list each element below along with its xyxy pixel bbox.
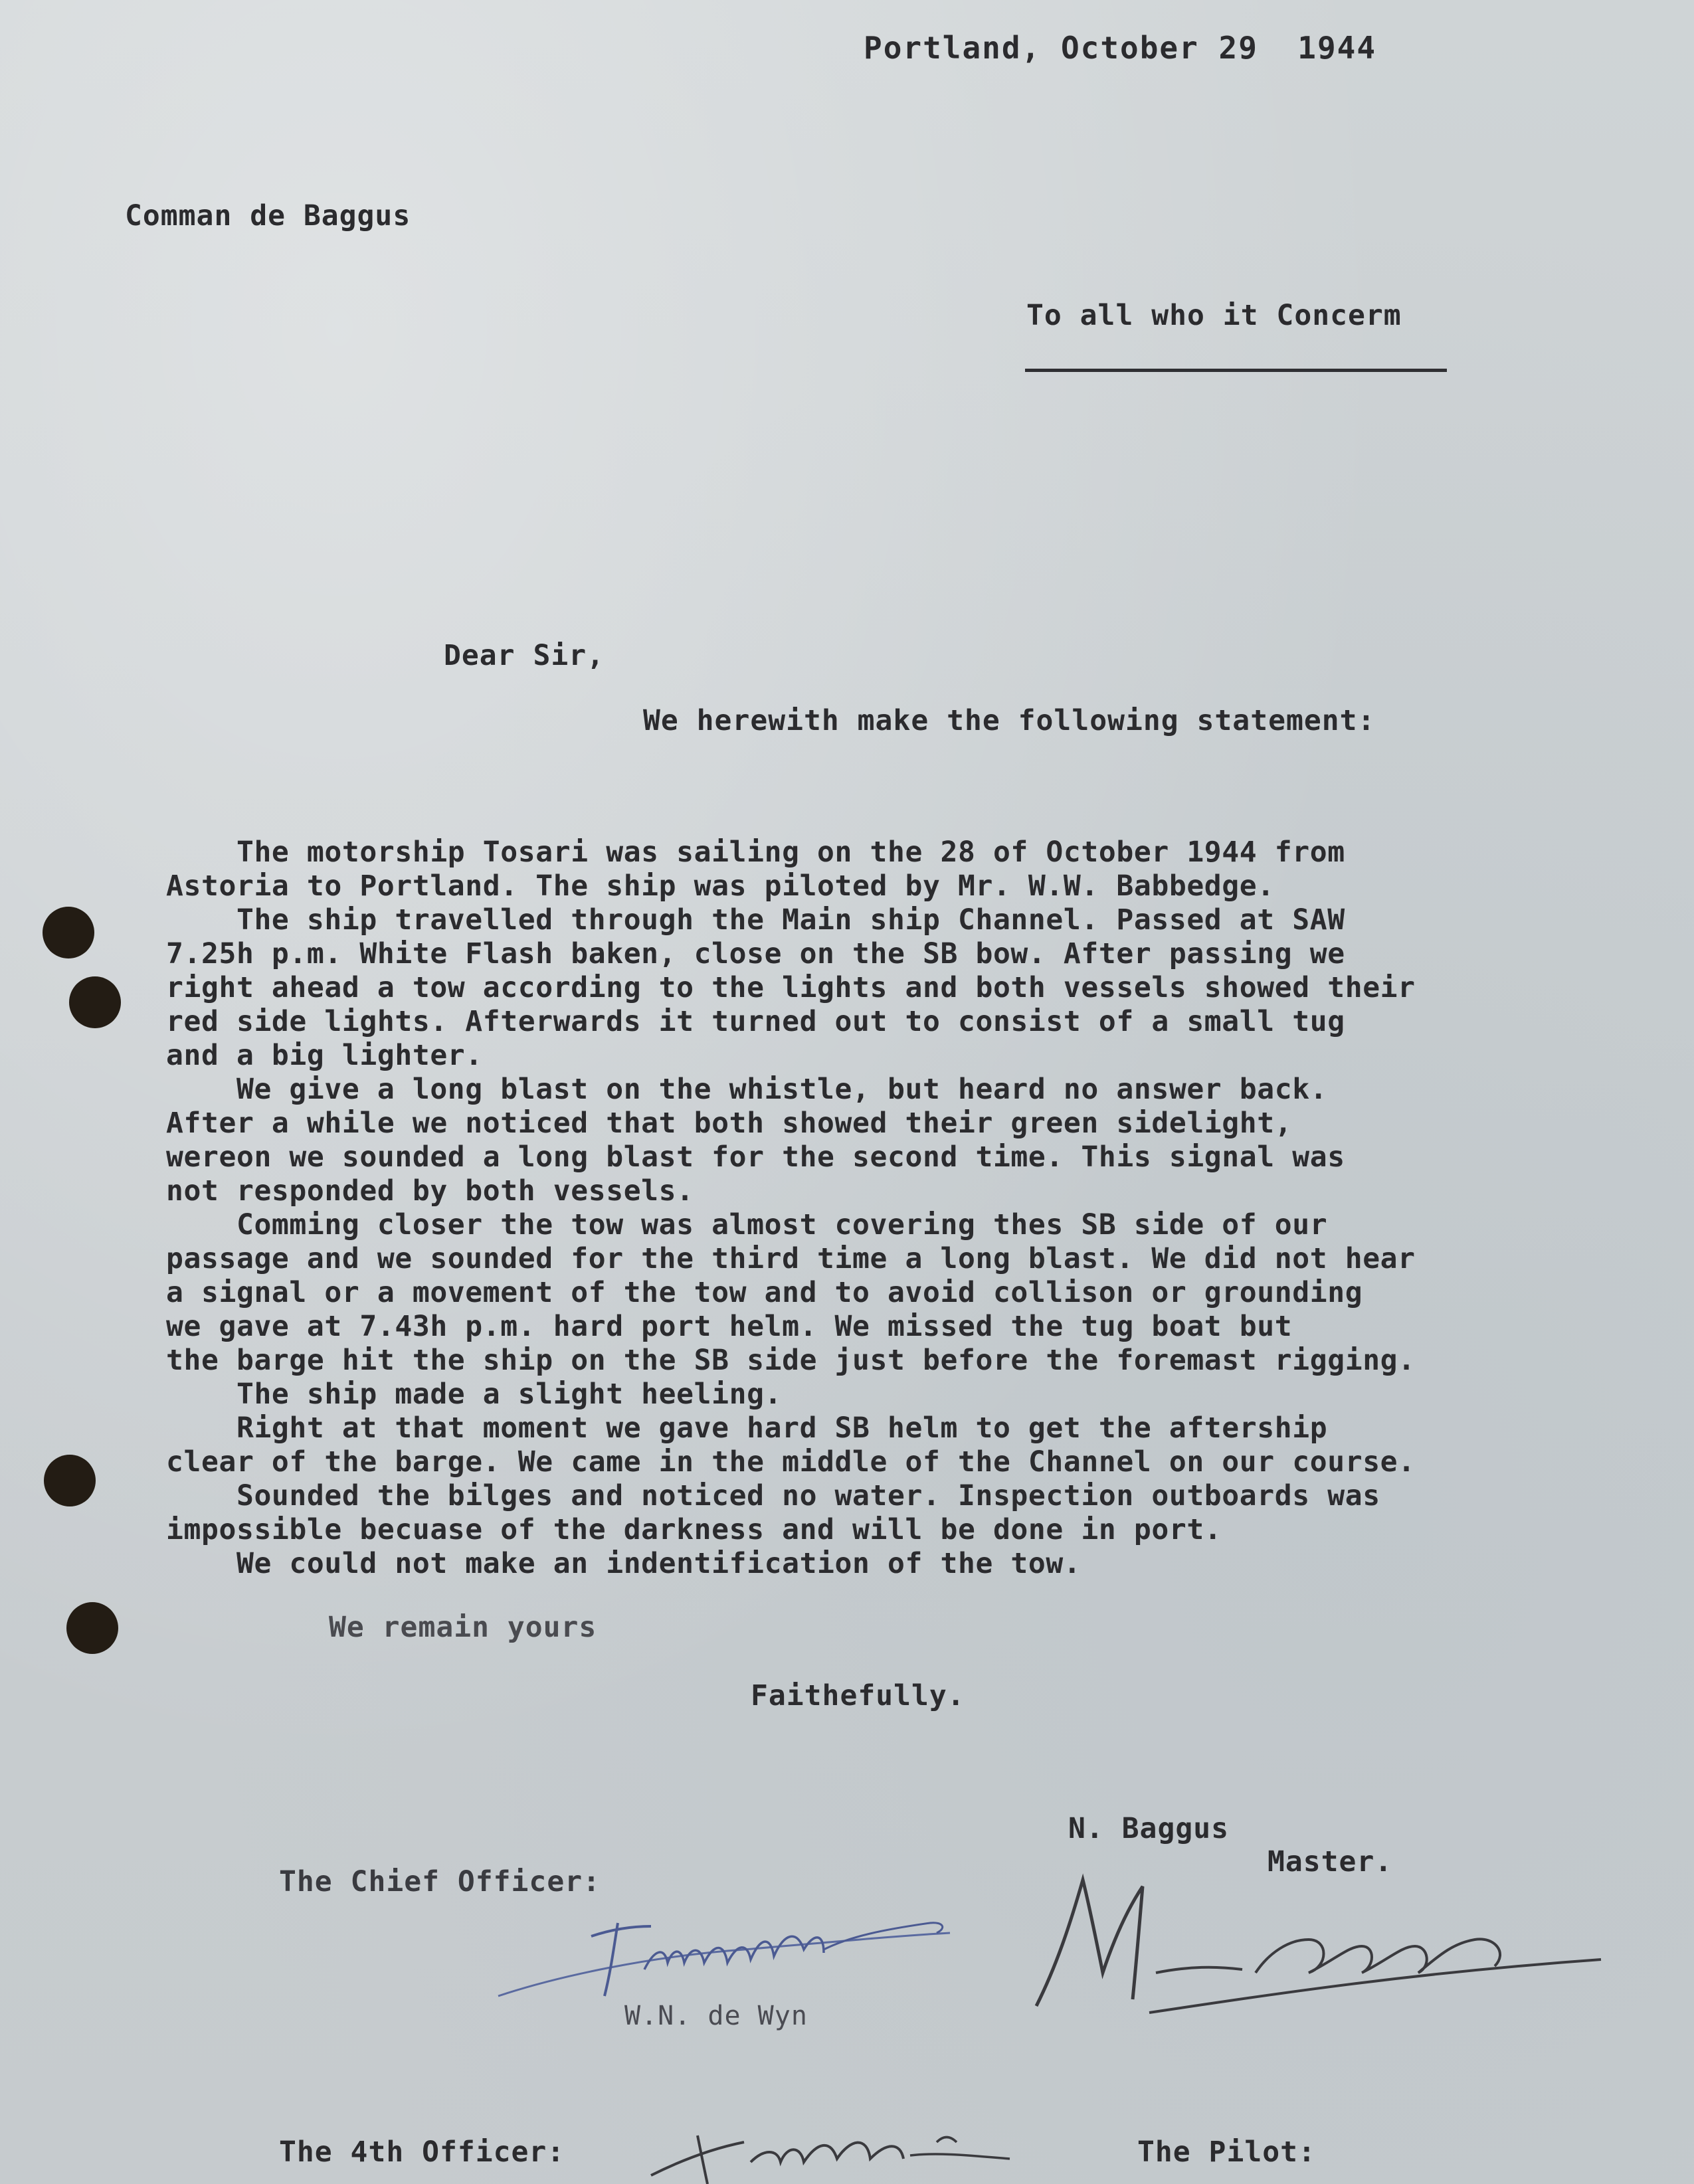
salutation: Dear Sir,: [444, 639, 605, 672]
body-line: We could not make an indentification of the tow.: [166, 1547, 1082, 1580]
chief-officer-name: W.N. de Wyn: [624, 2001, 808, 2031]
statement-body: [166, 836, 1594, 1581]
body-line: passage and we sounded for the third time a long blast. We did not hear: [166, 1242, 1416, 1275]
addressee-underline: [1025, 369, 1447, 372]
body-line: The ship travelled through the Main ship Channel. Passed at SAW: [166, 903, 1345, 937]
body-line: wereon we sounded a long blast for the second time. This signal was: [166, 1140, 1345, 1174]
body-line: 7.25h p.m. White Flash baken, close on the SB bow. After passing we: [166, 937, 1345, 970]
master-name: N. Baggus: [1068, 1812, 1229, 1845]
body-line: impossible becuase of the darkness and will be done in port.: [166, 1513, 1222, 1546]
chief-officer-signature: [478, 1896, 983, 2016]
body-line: After a while we noticed that both showed their green sidelight,: [166, 1107, 1293, 1140]
master-signature: [1016, 1866, 1614, 2026]
body-line: The ship made a slight heeling.: [166, 1378, 783, 1411]
closing-line: We remain yours: [329, 1611, 597, 1644]
body-line: We give a long blast on the whistle, but heard no answer back.: [166, 1073, 1328, 1106]
fourth-officer-label: The 4th Officer:: [279, 2136, 565, 2169]
punch-hole: [66, 1602, 118, 1654]
body-line: we gave at 7.43h p.m. hard port helm. We missed the tug boat but: [166, 1310, 1293, 1343]
pilot-label: The Pilot:: [1137, 2136, 1316, 2169]
punch-hole: [44, 1455, 96, 1506]
valediction: Faithefully.: [751, 1679, 965, 1712]
body-line: a signal or a movement of the tow and to avoid collison or grounding: [166, 1276, 1363, 1309]
master-title: Master.: [1268, 1845, 1393, 1878]
body-line: Comming closer the tow was almost covering thes SB side of our: [166, 1208, 1328, 1241]
body-line: The motorship Tosari was sailing on the 28 of October 1944 from: [166, 836, 1345, 869]
punch-hole: [69, 976, 121, 1028]
body-line: clear of the barge. We came in the middle of the Channel on our course.: [166, 1445, 1416, 1479]
fourth-officer-signature: [638, 2122, 1050, 2184]
chief-officer-label: The Chief Officer:: [279, 1865, 601, 1898]
addressee-line: To all who it Concerm: [1026, 299, 1402, 332]
body-line: Right at that moment we gave hard SB helm to get the aftership: [166, 1411, 1328, 1445]
body-line: and a big lighter.: [166, 1039, 483, 1072]
body-line: the barge hit the ship on the SB side just before the foremast rigging.: [166, 1344, 1416, 1377]
body-line: not responded by both vessels.: [166, 1174, 694, 1208]
body-line: right ahead a tow according to the lights and both vessels showed their: [166, 971, 1416, 1004]
intro-line: We herewith make the following statement:: [643, 704, 1376, 737]
body-line: red side lights. Afterwards it turned out to consist of a small tug: [166, 1005, 1345, 1038]
body-line: Sounded the bilges and noticed no water. Inspection outboards was: [166, 1479, 1380, 1512]
letter-date: Portland, October 29 1944: [864, 30, 1377, 66]
sender-line: Comman de Baggus: [125, 199, 411, 232]
body-line: Astoria to Portland. The ship was piloted by Mr. W.W. Babbedge.: [166, 869, 1275, 903]
punch-hole: [43, 907, 94, 958]
